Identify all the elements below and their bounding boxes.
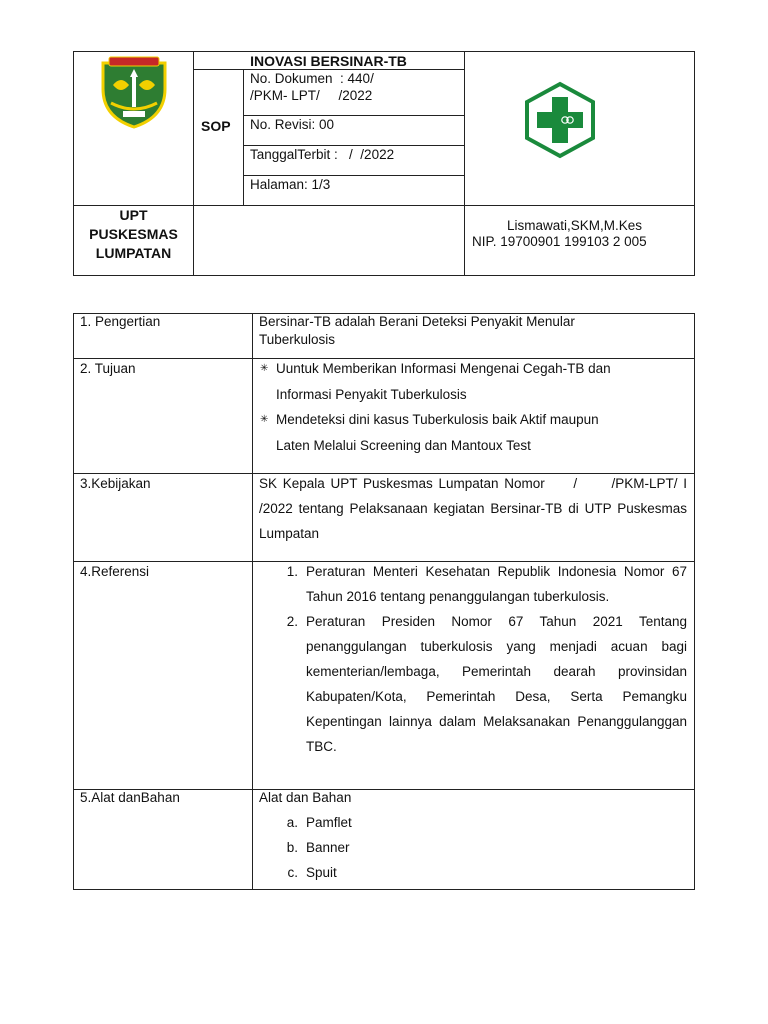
list-item: ✳ Mendeteksi dini kasus Tuberkulosis baik Aktif maupun Laten Melalui Screening dan Mantoux Test: [256, 407, 688, 458]
document-number: No. Dokumen : 440/: [250, 71, 374, 86]
list-item: ✳ Uuntuk Memberikan Informasi Mengenai Cegah-TB dan Informasi Penyakit Tuberkulosis: [256, 356, 688, 407]
list-item: c. Spuit: [287, 865, 337, 880]
kebijakan-text: SK Kepala UPT Puskesmas Lumpatan Nomor / /PKM-LPT/ I /2022 tentang Pelaksanaan kegiatan Bersinar-TB di UTP Puskesmas Lumpatan: [259, 476, 691, 541]
issue-date: TanggalTerbit : / /2022: [250, 147, 395, 162]
puskesmas-logo-icon: [523, 81, 597, 159]
pengertian-text-cont: Tuberkulosis: [259, 332, 336, 347]
bullet-star-icon: ✳: [260, 363, 269, 374]
list-item: a. Pamflet: [286, 815, 352, 830]
org-name-line2: PUSKESMAS: [89, 226, 178, 242]
section-label-referensi: 4.Referensi: [80, 564, 150, 579]
sop-label: SOP: [201, 118, 231, 134]
list-item: 1. Peraturan Menteri Kesehatan Republik Indonesia Nomor 67 Tahun 2016 tentang penanggulangan tuberkulosis.: [286, 564, 687, 604]
section-label-tujuan: 2. Tujuan: [80, 361, 136, 376]
section-label-alat: 5.Alat danBahan: [80, 790, 180, 805]
pengertian-text: Bersinar-TB adalah Berani Deteksi Penyakit Menular: [259, 314, 575, 329]
bullet-star-icon: ✳: [260, 414, 269, 425]
section-label-pengertian: 1. Pengertian: [80, 314, 161, 329]
org-name-line3: LUMPATAN: [95, 245, 172, 261]
section-label-kebijakan: 3.Kebijakan: [80, 476, 151, 491]
signer-name: Lismawati,SKM,M.Kes: [507, 218, 643, 233]
list-item: 2. Peraturan Presiden Nomor 67 Tahun 2021 Tentang penanggulangan tuberkulosis yang menjadi acuan bagi kementerian/lembaga, Pemerintah dearah provinsidan Kabupaten/Kota, Pemerintah Desa, Serta Pemangku Kepentingan lainnya dalam Melaksanakan Penanggulanggan TBC.: [286, 614, 687, 754]
signer-nip: NIP. 19700901 199103 2 005: [472, 234, 647, 249]
document-number-suffix: /PKM- LPT/ /2022: [250, 88, 373, 103]
regional-emblem-icon: [99, 55, 169, 129]
alat-intro: Alat dan Bahan: [259, 790, 352, 805]
referensi-list: [276, 559, 687, 759]
alat-list: [276, 810, 576, 885]
org-name-line1: UPT: [119, 207, 148, 223]
revision-number: No. Revisi: 00: [250, 117, 335, 132]
header-title: INOVASI BERSINAR-TB: [250, 53, 407, 69]
page-number: Halaman: 1/3: [250, 177, 331, 192]
list-item: b. Banner: [286, 840, 350, 855]
tujuan-list: [256, 356, 688, 458]
